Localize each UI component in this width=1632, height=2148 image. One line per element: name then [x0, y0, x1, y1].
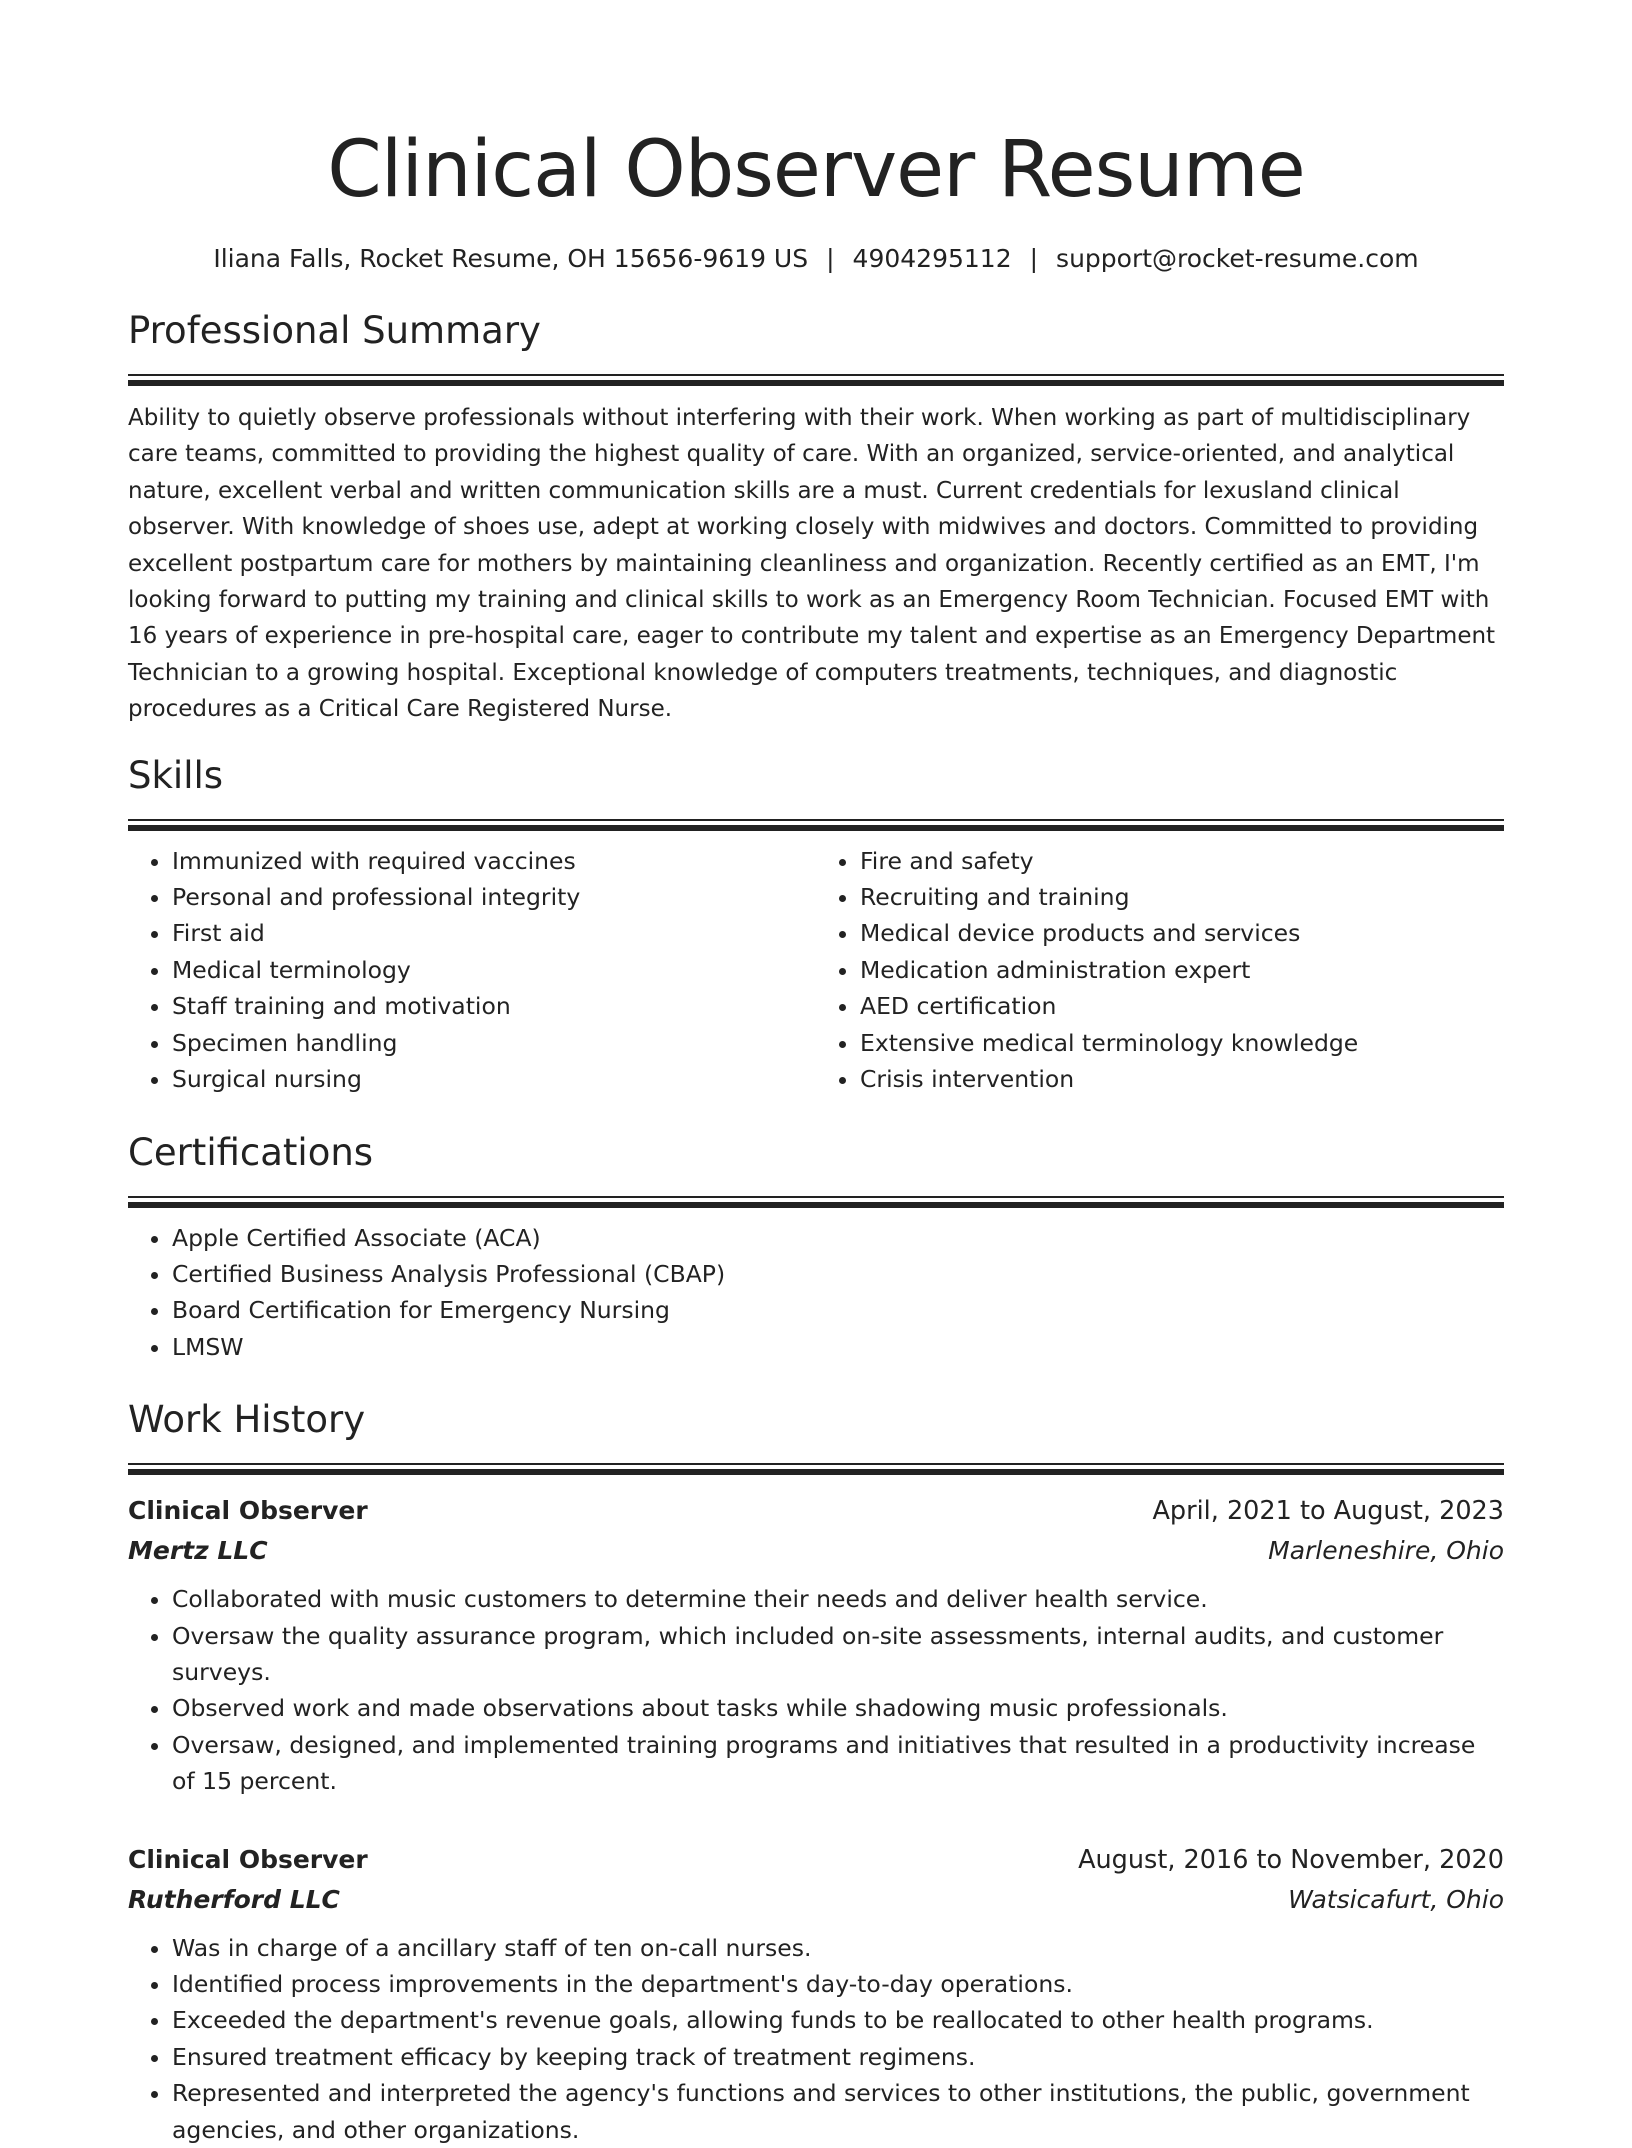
- job-title: Clinical Observer: [128, 1496, 368, 1526]
- job-location: Marleneshire, Ohio: [1268, 1536, 1504, 1566]
- job-bullets: [128, 1930, 1504, 2148]
- job-bullet: • Represented and interpreted the agency's functions and services to other institutions, the public, government agencies, and other organizations.: [172, 2075, 1504, 2148]
- job-company: Rutherford LLC: [128, 1884, 340, 1914]
- certification-item: • Apple Certified Associate (ACA): [172, 1220, 1504, 1256]
- skill-item: • First aid: [172, 915, 816, 951]
- certifications-list: [128, 1220, 1504, 1366]
- job-bullet: • Identified process improvements in the department's day-to-day operations.: [172, 1966, 1504, 2002]
- skill-item: • Immunized with required vaccines: [172, 843, 816, 879]
- contact-separator: |: [826, 244, 835, 273]
- section-heading: Skills: [128, 753, 224, 797]
- page-title: Clinical Observer Resume: [327, 125, 1305, 215]
- certification-item: • Board Certification for Emergency Nursing: [172, 1292, 1504, 1328]
- work-history-section: [128, 1395, 1504, 2148]
- job-company: Mertz LLC: [128, 1536, 268, 1566]
- job-header-row: [128, 1491, 1504, 1531]
- skills-section: [128, 751, 1504, 1098]
- skills-list-right: [816, 843, 1504, 1098]
- job-title: Clinical Observer: [128, 1844, 368, 1874]
- professional-summary-section: [128, 306, 1504, 728]
- contact-address: Iliana Falls, Rocket Resume, OH 15656-9619 US: [213, 244, 809, 273]
- certifications-section: [128, 1128, 1504, 1366]
- skill-item: • Specimen handling: [172, 1025, 816, 1061]
- skill-item: • Personal and professional integrity: [172, 879, 816, 915]
- summary-text: Ability to quietly observe professionals without interfering with their work. When working as part of multidisciplinary care teams, committed to providing the highest quality of care. With an organized, service-oriented, and analytical nature, excellent verbal and written communication skills are a must. Current credentials for lexusland clinical observer. With knowledge of shoes use, adept at working closely with midwives and doctors. Committed to providing excellent postpartum care for mothers by maintaining cleanliness and organization. Recently certified as an EMT, I'm looking forward to putting my training and clinical skills to work as an Emergency Room Technician. Focused EMT with 16 years of experience in pre-hospital care, eager to contribute my talent and expertise as an Emergency Department Technician to a growing hospital. Exceptional knowledge of computers treatments, techniques, and diagnostic procedures as a Critical Care Registered Nurse.: [128, 405, 1496, 723]
- job-entry: [128, 1840, 1504, 2148]
- job-dates: August, 2016 to November, 2020: [1078, 1844, 1504, 1875]
- job-bullet: • Was in charge of a ancillary staff of ten on-call nurses.: [172, 1930, 1504, 1966]
- certification-item: • Certified Business Analysis Professional (CBAP): [172, 1256, 1504, 1292]
- job-dates: April, 2021 to August, 2023: [1152, 1496, 1504, 1527]
- job-bullet: • Oversaw, designed, and implemented training programs and initiatives that resulted in a productivity increase of 15 percent.: [172, 1727, 1504, 1800]
- job-bullet: • Collaborated with music customers to determine their needs and deliver health service.: [172, 1581, 1504, 1617]
- job-bullets: [128, 1581, 1504, 1799]
- section-heading: Certifications: [128, 1130, 374, 1174]
- skills-columns: [128, 843, 1504, 1098]
- job-list: [128, 1491, 1504, 2148]
- skill-item: • Surgical nursing: [172, 1061, 816, 1097]
- section-heading: Work History: [128, 1398, 366, 1442]
- contact-line: [128, 242, 1504, 276]
- skill-item: • Recruiting and training: [860, 879, 1504, 915]
- job-bullet: • Observed work and made observations about tasks while shadowing music professionals.: [172, 1690, 1504, 1726]
- contact-phone: 4904295112: [852, 244, 1012, 273]
- job-bullet: • Exceeded the department's revenue goals, allowing funds to be reallocated to other health programs.: [172, 2002, 1504, 2038]
- skill-item: • Medical terminology: [172, 952, 816, 988]
- job-bullet: • Oversaw the quality assurance program, which included on-site assessments, internal audits, and customer surveys.: [172, 1618, 1504, 1691]
- section-divider: [128, 374, 1504, 386]
- section-heading: Professional Summary: [128, 309, 541, 352]
- section-divider: [128, 819, 1504, 831]
- job-location: Watsicafurt, Ohio: [1288, 1884, 1504, 1914]
- skill-item: • Staff training and motivation: [172, 988, 816, 1024]
- job-entry: [128, 1491, 1504, 1799]
- contact-separator: |: [1029, 244, 1039, 273]
- job-company-row: [128, 1880, 1504, 1920]
- certification-item: • LMSW: [172, 1329, 1504, 1365]
- contact-email: support@rocket-resume.com: [1056, 244, 1419, 273]
- skill-item: • Extensive medical terminology knowledge: [860, 1025, 1504, 1061]
- skill-item: • AED certification: [860, 988, 1504, 1024]
- job-bullet: • Ensured treatment efficacy by keeping track of treatment regimens.: [172, 2039, 1504, 2075]
- section-divider: [128, 1463, 1504, 1475]
- job-company-row: [128, 1531, 1504, 1571]
- resume-page: [128, 0, 1504, 2148]
- skill-item: • Medication administration expert: [860, 952, 1504, 988]
- skill-item: • Medical device products and services: [860, 915, 1504, 951]
- skill-item: • Crisis intervention: [860, 1061, 1504, 1097]
- job-header-row: [128, 1840, 1504, 1880]
- section-divider: [128, 1196, 1504, 1208]
- skills-list-left: [128, 843, 816, 1098]
- skill-item: • Fire and safety: [860, 843, 1504, 879]
